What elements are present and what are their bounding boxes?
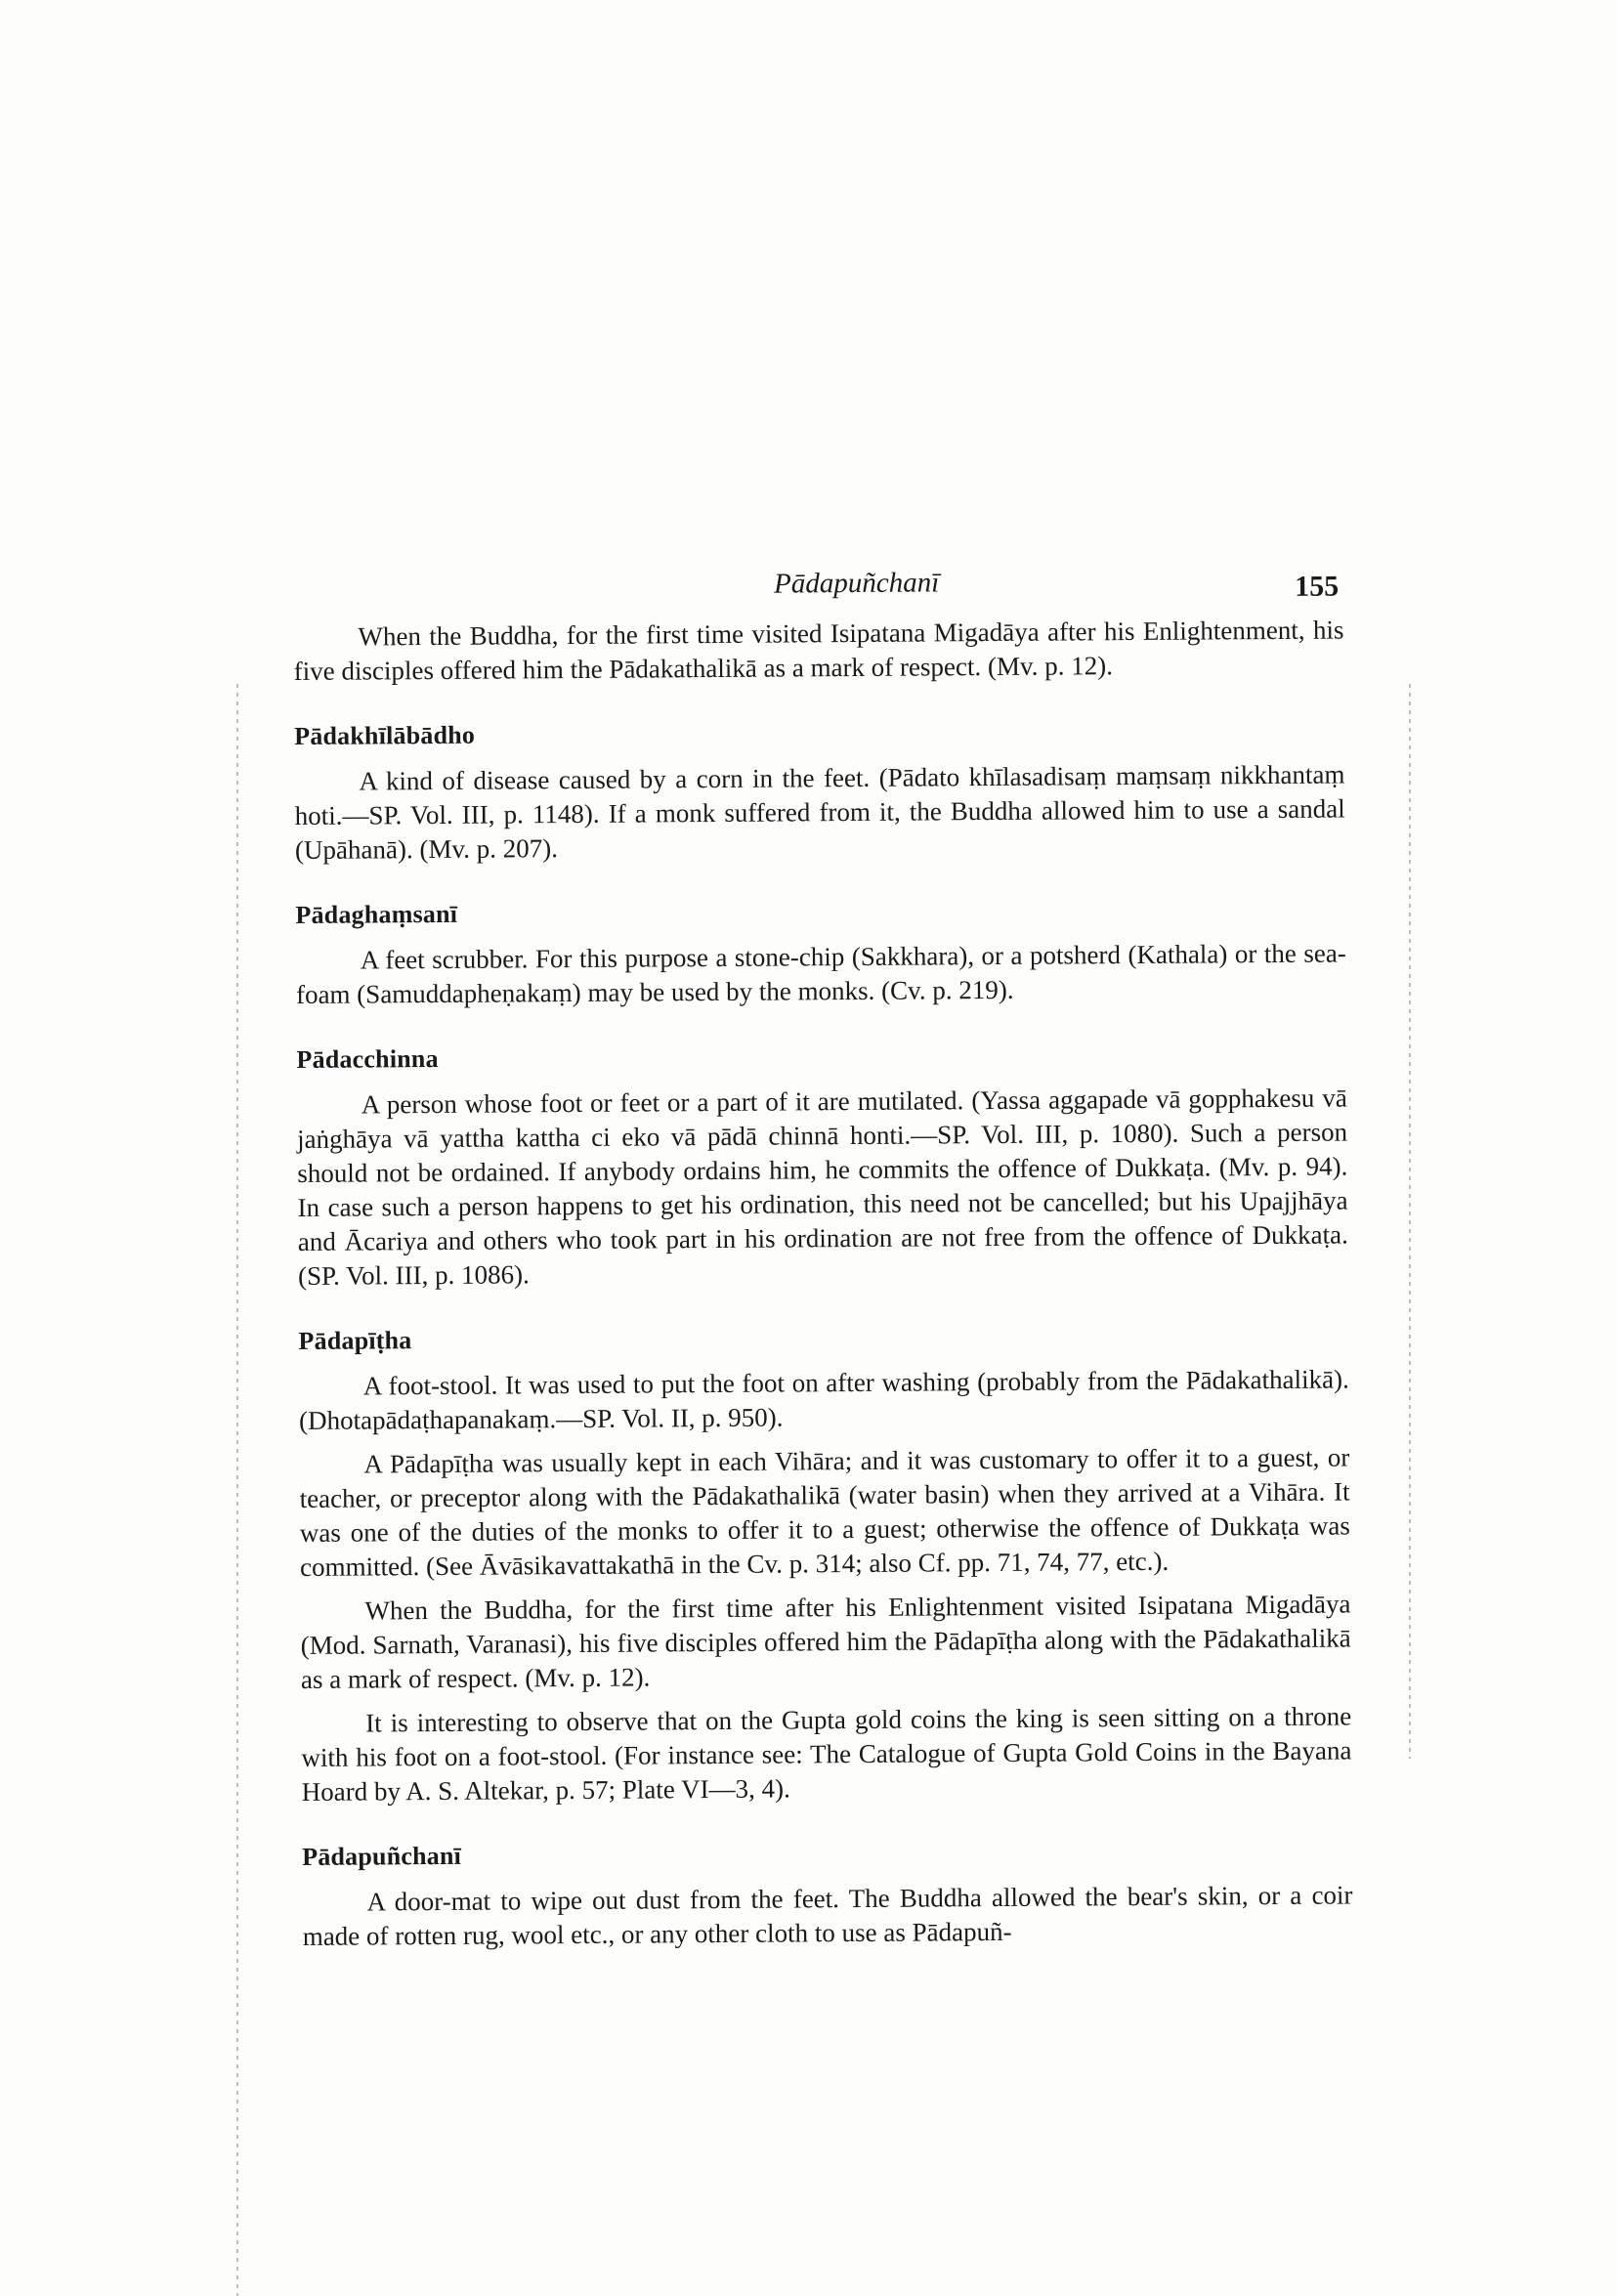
- headword: Pādacchinna: [296, 1043, 439, 1074]
- entry-paragraph: A person whose foot or feet or a part of it are mutilated. (Yassa aggapade vā gopphakesu vā jaṅghāya vā yattha kattha ci eko vā pādā chinnā honti.—SP. Vol. III, p. 1080). Such a person should not be ordained. If anybody ordains him, he commits the offence of Dukkaṭa. (Mv. p. 94). In case such a person happens to get his ordination, this need not be cancelled; but his Upajjhāya and Ācariya and others who took part in his ordination are not free from the offence of Dukkaṭa. (SP. Vol. III, p. 1086).: [296, 1083, 1348, 1291]
- running-head: [293, 564, 1343, 620]
- entry-paragraph: A Pādapīṭha was usually kept in each Vihāra; and it was customary to offer it to a guest, or teacher, or preceptor along with the Pādakathalikā (water basin) when they arrived at a Vihāra. It was one of the duties of the monks to offer it to a guest; otherwise the offence of Dukkaṭa was committed. (See Āvāsikavattakathā in the Cv. p. 314; also Cf. pp. 71, 74, 77, etc.).: [299, 1442, 1350, 1582]
- page-number: 155: [1295, 570, 1340, 603]
- entry-paragraph: A kind of disease caused by a corn in the feet. (Pādato khīlasadisaṃ maṃsaṃ nikkhantaṃ hoti.—SP. Vol. III, p. 1148). If a monk suffered from it, the Buddha allowed him to use a sandal (Upāhanā). (Mv. p. 207).: [294, 759, 1345, 865]
- left-margin-mark: [236, 684, 238, 2296]
- entry-paragraph: A feet scrubber. For this purpose a stone-chip (Sakkhara), or a potsherd (Kathala) or the sea-foam (Samuddapheṇakaṃ) may be used by the monks. (Cv. p. 219).: [295, 938, 1346, 1009]
- headword: Pādakhīlābādho: [294, 720, 476, 750]
- headword: Pādapuñchanī: [302, 1841, 462, 1871]
- entry-padaghamsani: [295, 893, 1346, 1012]
- headword: Pādaghaṃsanī: [295, 899, 458, 929]
- entry-paragraph: A foot-stool. It was used to put the foot on after washing (probably from the Pādakathalikā). (Dhotapādaṭhapanakaṃ.—SP. Vol. II, p. 950).: [298, 1364, 1349, 1435]
- entry-padapitha: [298, 1319, 1351, 1808]
- running-title: Pādapuñchanī: [773, 567, 940, 600]
- entry-paragraph: When the Buddha, for the first time after his Enlightenment visited Isipatana Migadāya (Mod. Sarnath, Varanasi), his five disciples offered him the Pādapīṭha along with the Pādakathalikā as a mark of respect. (Mv. p. 12).: [300, 1589, 1351, 1694]
- entry-padapunchani: [302, 1835, 1353, 1954]
- entry-padakhilabadho: [294, 714, 1345, 868]
- intro-paragraph: When the Buddha, for the first time visited Isipatana Migadāya after his Enlightenment, his five disciples offered him the Pādakathalikā as a mark of respect. (Mv. p. 12).: [293, 615, 1344, 686]
- entry-padacchinna: [296, 1038, 1348, 1293]
- entry-paragraph: A door-mat to wipe out dust from the feet. The Buddha allowed the bear's skin, or a coir made of rotten rug, wool etc., or any other cloth to use as Pādapuñ-: [302, 1880, 1353, 1951]
- entry-paragraph: It is interesting to observe that on the Gupta gold coins the king is seen sitting on a throne with his foot on a foot-stool. (For instance see: The Catalogue of Gupta Gold Coins in the Bayana Hoard by A. S. Altekar, p. 57; Plate VI—3, 4).: [301, 1701, 1352, 1807]
- right-margin-mark: [1409, 684, 1411, 1759]
- document-page: [293, 564, 1353, 1963]
- headword: Pādapīṭha: [298, 1326, 412, 1355]
